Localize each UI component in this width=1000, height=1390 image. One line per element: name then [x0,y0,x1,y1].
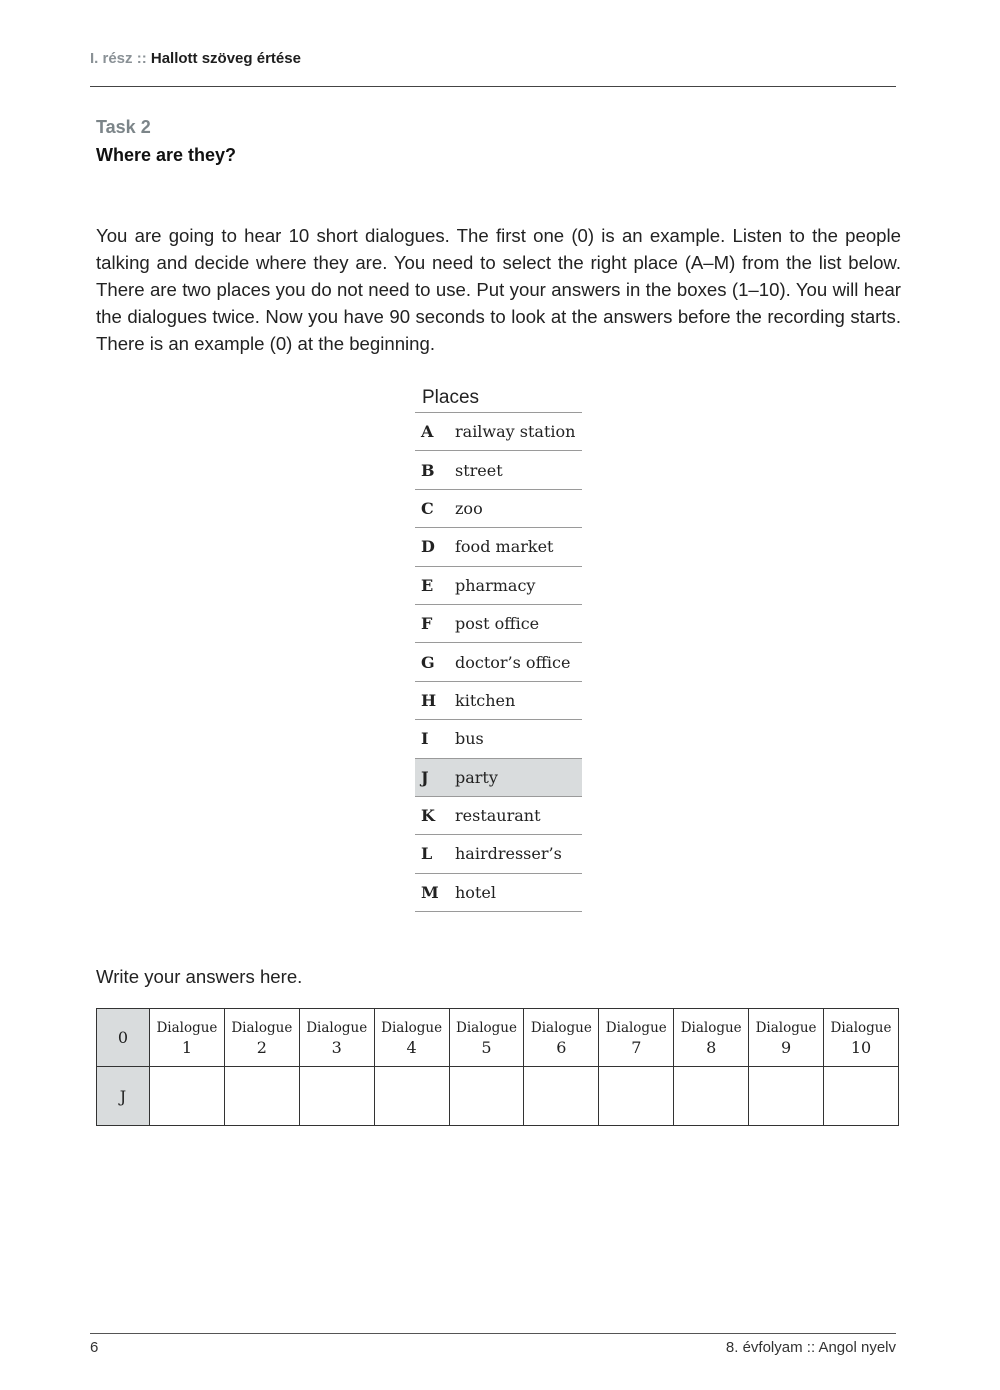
answer-grid [96,1008,899,1126]
answer-box-3[interactable] [299,1067,374,1126]
place-letter: K [421,806,435,826]
place-letter: G [421,652,435,672]
dialogue-number: 10 [850,1037,872,1057]
place-item [415,835,582,873]
dialogue-number: 5 [481,1037,492,1057]
answer-box-8[interactable] [674,1067,749,1126]
dialogue-header [824,1009,899,1067]
place-item [415,720,582,758]
answers-prompt: Write your answers here. [96,966,303,987]
dialogue-number: 9 [780,1037,792,1057]
place-letter: H [421,690,437,710]
place-item [415,451,582,489]
page-footer [90,1333,896,1356]
place-letter: B [421,460,435,480]
answer-box-10[interactable] [824,1067,899,1126]
header-title: Hallott szöveg értése [150,50,301,67]
dialogue-word: Dialogue [231,1019,293,1036]
example-answer-cell: J [97,1067,150,1126]
answer-box-7[interactable] [599,1067,674,1126]
place-letter: L [421,844,433,864]
dialogue-header [374,1009,449,1067]
dialogue-word: Dialogue [530,1019,592,1036]
page-number: 6 [90,1339,99,1356]
place-letter: M [421,882,439,902]
place-name: street [455,460,503,480]
place-letter: F [421,614,433,634]
place-item [415,643,582,681]
dialogue-header [599,1009,674,1067]
place-name: hotel [455,882,496,902]
place-item [415,874,582,912]
place-name: doctor’s office [455,652,571,672]
place-item [415,528,582,566]
dialogue-word: Dialogue [755,1019,817,1036]
dialogue-header [224,1009,299,1067]
dialogue-number: 3 [331,1037,342,1057]
dialogue-number: 1 [181,1037,193,1057]
answer-box-4[interactable] [374,1067,449,1126]
place-name: bus [455,729,484,749]
place-letter: I [421,729,429,749]
place-name: hairdresser’s [455,844,562,864]
answer-box-6[interactable] [524,1067,599,1126]
dialogue-word: Dialogue [605,1019,667,1036]
place-letter: C [421,498,434,518]
places-heading: Places [415,384,582,413]
dialogue-header [299,1009,374,1067]
dialogue-number: 2 [256,1037,267,1057]
page-header [90,50,896,87]
place-letter: A [421,422,434,442]
place-letter: J [421,767,429,787]
place-item-example [415,759,582,797]
dialogue-word: Dialogue [306,1019,368,1036]
dialogue-number: 4 [406,1037,417,1057]
answer-header-row [97,1009,899,1067]
dialogue-header [674,1009,749,1067]
place-letter: E [421,575,434,595]
task-title: Where are they? [96,145,237,165]
dialogue-word: Dialogue [456,1019,517,1036]
place-item [415,605,582,643]
answer-box-2[interactable] [224,1067,299,1126]
place-name: kitchen [455,690,516,710]
place-name: restaurant [455,806,541,826]
footer-subject: 8. évfolyam :: Angol nyelv [725,1339,896,1356]
dialogue-number: 8 [706,1037,717,1057]
dialogue-word: Dialogue [830,1019,892,1036]
dialogue-word: Dialogue [156,1019,218,1036]
dialogue-word: Dialogue [680,1019,742,1036]
place-name: pharmacy [455,575,536,595]
place-name: post office [455,614,540,634]
place-item [415,797,582,835]
dialogue-header [150,1009,225,1067]
dialogue-header [524,1009,599,1067]
answer-input-row [97,1067,899,1126]
header-part: I. rész [90,50,133,67]
place-name: food market [455,537,554,557]
place-item [415,490,582,528]
dialogue-number: 6 [556,1037,567,1057]
dialogue-header [749,1009,824,1067]
place-name: zoo [455,498,483,518]
places-list [415,384,582,912]
place-name: railway station [455,422,576,442]
place-name: party [455,767,498,787]
answer-box-9[interactable] [749,1067,824,1126]
dialogue-header [449,1009,524,1067]
task-label: Task 2 [96,117,151,137]
example-label-cell: 0 [97,1009,150,1067]
place-letter: D [421,537,435,557]
place-item [415,567,582,605]
answer-box-1[interactable] [150,1067,225,1126]
place-item [415,682,582,720]
dialogue-word: Dialogue [381,1019,443,1036]
header-separator: :: [136,50,147,67]
task-instructions: You are going to hear 10 short dialogues. The first one (0) is an example. Listen to the people talking and decide where they are. You need to select the right place (A–M) from the list below. There are two places you do not need to use. Put your answers in the boxes (1–10). You will hear the dialogues twice. Now you have 90 seconds to look at the answers before the recording starts. There is an example (0) at the beginning. [96,225,901,354]
dialogue-number: 7 [631,1037,642,1057]
place-item [415,413,582,451]
answer-box-5[interactable] [449,1067,524,1126]
